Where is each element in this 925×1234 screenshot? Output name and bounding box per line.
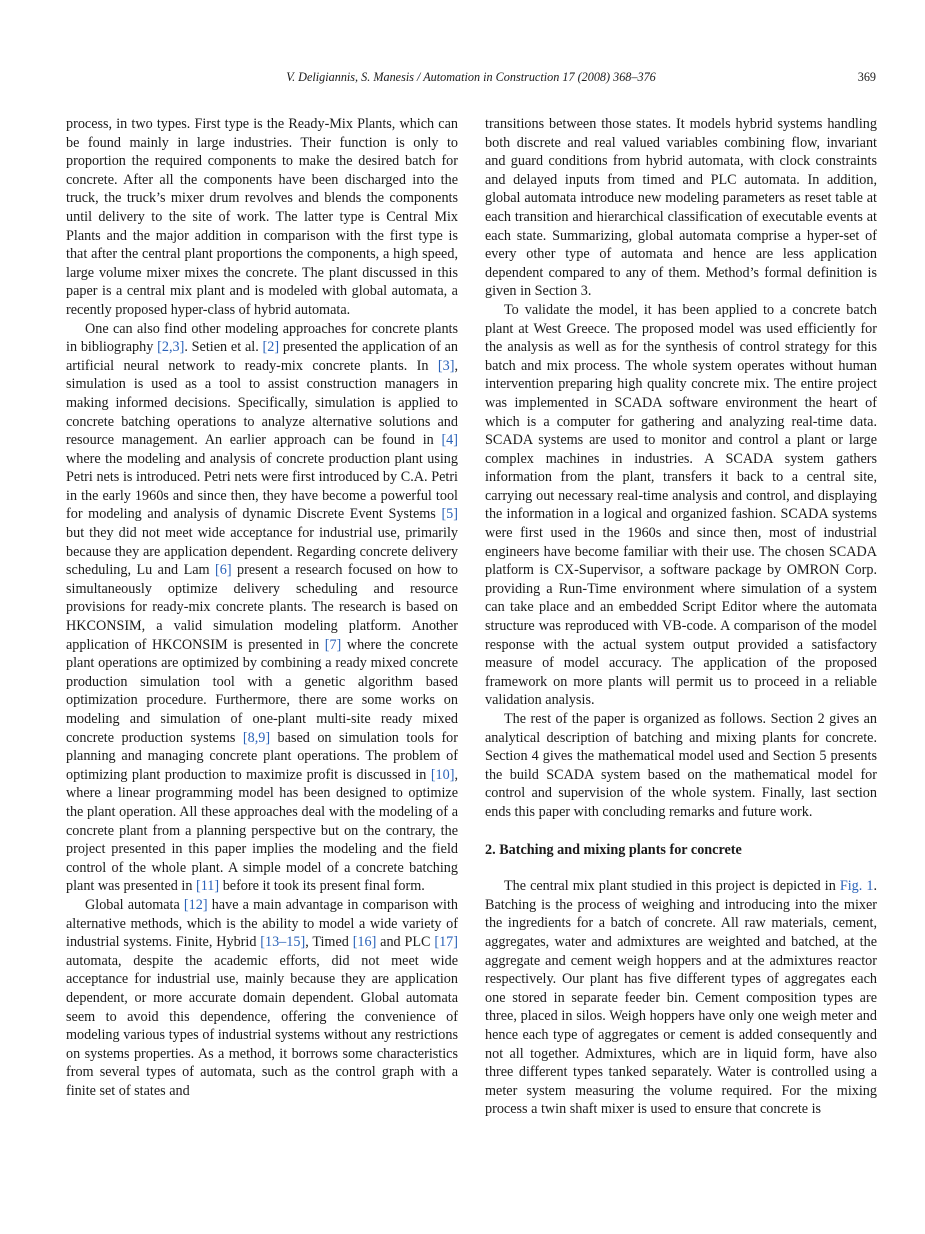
text: One can also find other modeling approaches for concrete plants in bibliography — [66, 320, 458, 356]
left-column — [66, 115, 458, 1100]
citation-link[interactable]: [8,9] — [242, 729, 271, 746]
text: automata, despite the academic efforts, did not meet wide acceptance for industrial use, mainly because they are application dependent, or more accurate domain dependent. Global automata seem to avoid this dependence, offering the convenience of modeling various types of industrial systems without any restrictions on systems properties. As a method, it borrows some characteristics from several types of automata, such as the control graph with a finite set of states and — [66, 952, 458, 1099]
citation-link[interactable]: [16] — [352, 934, 377, 951]
paragraph: The rest of the paper is organized as follows. Section 2 gives an analytical description of batching and mixing plants for concrete. Section 4 gives the mathematical model used and Section 5 presents the build SCADA system based on the mathematical model for control and supervision of the whole system. Finally, last section ends this paper with concluding remarks and future work. — [485, 711, 877, 820]
citation-link[interactable]: [6] — [215, 562, 232, 579]
text: based on simulation tools for planning and managing concrete plant operations. The problem of optimizing plant production to maximize profit is discussed in — [66, 729, 458, 783]
text: have a main advantage in comparison with alternative methods, which is the ability to model a wide variety of industrial systems. Finite, Hybrid — [66, 896, 458, 951]
citation-link[interactable]: [4] — [441, 432, 458, 449]
text: but they did not meet wide acceptance for industrial use, primarily because they are application dependent. Regarding concrete delivery scheduling, Lu and Lam — [66, 525, 458, 579]
paragraph — [66, 896, 458, 1101]
right-column — [485, 115, 877, 1119]
figure-link[interactable]: Fig. 1 — [839, 878, 874, 895]
text: presented the application of an artificial neural network to ready-mix concrete plants. In — [66, 339, 458, 374]
text: , where a linear programming model has been designed to optimize the plant operation. All these approaches deal with the modeling of a concrete plant from a planning perspective but on the contrary, the project presented in this paper implies the modeling and the field control of the whole plant. A simple model of a concrete batching plant was presented in — [66, 766, 458, 895]
text: . Setien et al. — [184, 339, 263, 356]
paragraph: process, in two types. First type is the Ready-Mix Plants, which can be found mainly in large industries. Their function is only to proportion the required components to make the desired batch for concrete. After all the components have been discharged into the truck, the truck’s mixer drum revolves and blends the components until delivery to the site of work. The latter type is Central Mix Plants and the major addition in comparison with the first type is that after the central plant proportions the components, a high speed, large volume mixer mixes the concrete. The plant discussed in this paper is a central mix plant and is modeled with global automata, a recently proposed hyper-class of hybrid automata. — [66, 116, 458, 318]
text: where the concrete plant operations are optimized by combining a ready mixed concrete production simulation tool with a genetic algorithm based optimization procedure. Furthermore, there are some works on modeling and simulation of one-plant multi-site ready mixed concrete production systems — [66, 636, 458, 746]
citation-link[interactable]: [7] — [324, 636, 342, 653]
paragraph — [485, 877, 877, 1119]
citation-link[interactable]: [2] — [262, 339, 280, 356]
page-number: 369 — [857, 70, 876, 84]
citation-link[interactable]: [2,3] — [157, 339, 185, 356]
paragraph: transitions between those states. It models hybrid systems handling both discrete and real valued variables combining flow, invariant and guard conditions from hybrid automata, with clock constraints and delayed inputs from timed and PLC automata. In addition, global automata introduce new modeling parameters as reset table at each transition and hierarchical classification of executable events at each state. Summarizing, global automata comprise a hyper-set of every other type of automata and hence are less application dependent compared to any of them. Method’s formal definition is given in Section 3. — [485, 116, 877, 300]
running-header — [66, 70, 876, 90]
citation-link[interactable]: [11] — [196, 878, 220, 895]
citation-link[interactable]: [17] — [434, 934, 458, 951]
text: where the modeling and analysis of concrete production plant using Petri nets is introduced. Petri nets were first introduced by C.A. Petri in the early 1960s and since then, they have become a powerful tool for modeling and analysis of dynamic Discrete Event Systems — [66, 450, 458, 523]
section-heading: 2. Batching and mixing plants for concrete — [485, 841, 742, 858]
running-title: V. Deligiannis, S. Manesis / Automation in Construction 17 (2008) 368–376 — [286, 70, 656, 84]
citation-link[interactable]: [10] — [430, 766, 455, 783]
text: The central mix plant studied in this project is depicted in — [504, 878, 840, 895]
text: Global automata — [85, 896, 184, 913]
citation-link[interactable]: [5] — [441, 506, 458, 523]
citation-link[interactable]: [12] — [183, 896, 208, 913]
paragraph — [66, 320, 458, 896]
text: present a research focused on how to simultaneously optimize delivery scheduling and resource provisions for ready-mix concrete plants. The research is based on HKCONSIM, a valid simulation modeling platform. Another application of HKCONSIM is presented in — [66, 562, 459, 653]
text: , Timed — [305, 934, 353, 951]
text: and PLC — [376, 934, 435, 951]
text: , simulation is used as a tool to assist construction managers in making informed decisions. Specifically, simulation is applied to concrete batching operations to analyze alternative solutions and resource management. An earlier approach can be found in — [66, 357, 458, 449]
citation-link[interactable]: [13–15] — [260, 934, 306, 951]
text: before it took its present final form. — [219, 878, 425, 895]
text: . Batching is the process of weighing and introducing into the mixer the ingredients for a batch of concrete. All raw materials, cement, aggregates, water and admixtures are weighted and batched, at the aggregate and cement weigh hoppers and at the admixtures reactor respectively. Our plant has five different types of aggregates each one stored in separate feeder bin. Cement composition types are three, placed in silos. Weigh hoppers have only one weigh meter and hence each type of aggregates or cement is added consequently and not all together. Admixtures, which are in liquid form, have also three different types tanked separately. Water is controlled using a meter system measuring the volume required. For the mixing process a twin shaft mixer is used to ensure that concrete is — [485, 878, 877, 1118]
citation-link[interactable]: [3] — [437, 357, 455, 374]
paragraph: To validate the model, it has been applied to a concrete batch plant at West Greece. The proposed model was used efficiently for the analysis as well as for the synthesis of control strategy for this batch and mix process. The whole system operates without human intervention preparing high quality concrete mix. The entire project was implemented in SCADA software environment the heart of which is a computer for gathering and analyzing real-time data. SCADA systems are used to monitor and control a plant or large complex machines in industries. A SCADA system gathers information from the plant, transfers it back to a central site, carrying out necessary real-time analysis and control, and displaying the information in a logical and organized fashion. SCADA systems were first used in the 1960s and since then, most of industrial engineers have become familiar with their use. The chosen SCADA platform is CX-Supervisor, a software package by OMRON Corp. providing a Run-Time environment where simulation of a system can take place and an embedded Script Editor where the automata structure was reproduced with VB-code. A comparison of the model response with the actual system output provided a satisfactory measure of model accuracy. The application of the proposed framework on more plants will permit us to proceed in a reliable validation analysis. — [485, 301, 877, 709]
